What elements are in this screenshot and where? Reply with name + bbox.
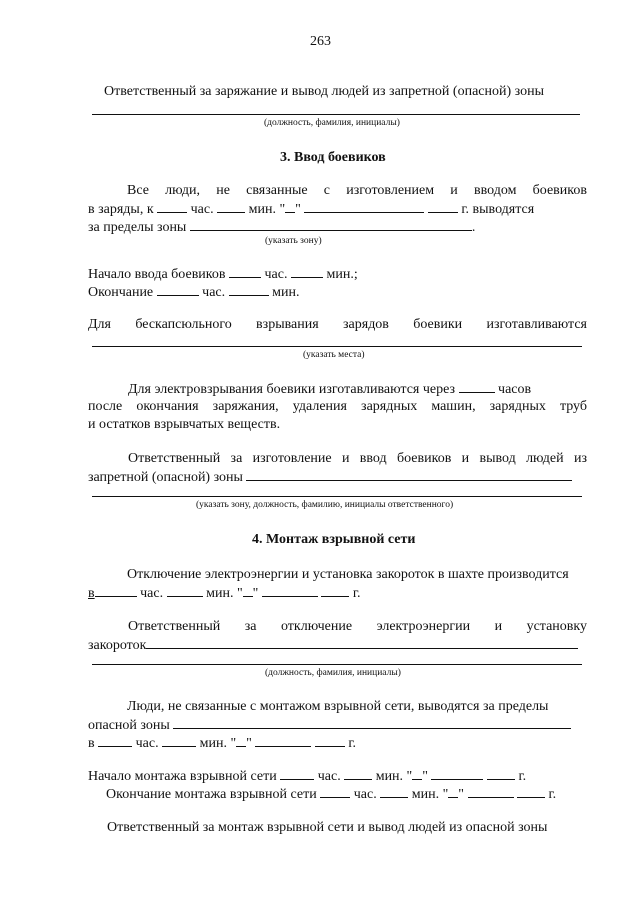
- s4-start-line: [88, 767, 526, 785]
- s4-end-hour-field[interactable]: [320, 785, 350, 798]
- s4-off-line1: Отключение электроэнергии и установка закороток в шахте производится: [127, 567, 569, 582]
- s3-text-to: в заряды, к: [88, 202, 154, 217]
- s4-start-hour-field[interactable]: [280, 767, 314, 780]
- s4-start-day-field[interactable]: [412, 767, 422, 780]
- s4-start-hour-label: час.: [317, 769, 341, 784]
- s3-start-line: [88, 265, 358, 283]
- s4-off-min-label: мин. ": [206, 586, 243, 601]
- s4-end-quote: ": [458, 787, 464, 802]
- s3-year-field[interactable]: [428, 200, 458, 213]
- s3-start-label: Начало ввода боевиков: [88, 267, 226, 282]
- s3-text-beyond: за пределы зоны: [88, 220, 187, 235]
- s3-end-hour-field[interactable]: [157, 283, 199, 296]
- s3-resp-zone-label: запретной (опасной) зоны: [88, 470, 243, 485]
- s4-off-month-field[interactable]: [262, 584, 318, 597]
- s3-start-min-field[interactable]: [291, 265, 323, 278]
- s3-zone-field[interactable]: [190, 218, 472, 231]
- s3-start-hour-field[interactable]: [229, 265, 261, 278]
- s3-text-period: .: [471, 220, 476, 235]
- s3-electro-line3: и остатков взрывчатых веществ.: [88, 417, 281, 432]
- s4-people-line2: [88, 716, 571, 734]
- s4-off-min-field[interactable]: [167, 584, 203, 597]
- s3-end-line: [88, 283, 299, 301]
- s4-end-month-field[interactable]: [468, 785, 514, 798]
- s4-people-quote: ": [246, 736, 252, 751]
- resp-charging-line[interactable]: [92, 114, 580, 115]
- s4-people-min-field[interactable]: [162, 734, 196, 747]
- s3-start-hour-label: час.: [264, 267, 288, 282]
- s4-resp-off-line2: [88, 636, 578, 654]
- s4-resp-off-line[interactable]: [92, 664, 582, 665]
- s3-end-min-field[interactable]: [229, 283, 269, 296]
- s3-start-min-label: мин.;: [326, 267, 358, 282]
- s4-people-zone-label: опасной зоны: [88, 718, 170, 733]
- s3-min-field[interactable]: [217, 200, 245, 213]
- resp-charging-caption: (должность, фамилия, инициалы): [264, 118, 400, 128]
- s4-end-min-field[interactable]: [380, 785, 408, 798]
- s3-end-min-label: мин.: [272, 285, 300, 300]
- s4-off-line2: [88, 584, 361, 602]
- s4-off-hour-label: час.: [140, 586, 164, 601]
- s3-p1-line3: [88, 218, 475, 236]
- page-number: 263: [310, 34, 331, 49]
- s3-resp-line2: [88, 468, 572, 486]
- s3-text-min: мин. ": [248, 202, 286, 217]
- s3-zone-caption: (указать зону): [265, 236, 322, 246]
- s4-people-month-field[interactable]: [255, 734, 311, 747]
- resp-charging-text: Ответственный за заряжание и вывод людей из запретной (опасной) зоны: [104, 84, 545, 99]
- s4-off-year-label: г.: [352, 586, 361, 601]
- s4-people-year-field[interactable]: [315, 734, 345, 747]
- s3-places-caption: (указать места): [303, 350, 365, 360]
- s4-people-text-in: в: [88, 736, 95, 751]
- s3-resp-zone-field[interactable]: [246, 468, 572, 481]
- s4-people-hour-field[interactable]: [98, 734, 132, 747]
- s3-end-hour-label: час.: [202, 285, 226, 300]
- s3-day-field[interactable]: [285, 200, 295, 213]
- s3-resp-caption: (указать зону, должность, фамилию, инициалы ответственного): [196, 500, 454, 510]
- s4-off-day-field[interactable]: [243, 584, 253, 597]
- s3-capless-text: Для бескапсюльного взрывания зарядов боевики изготавливаются: [88, 317, 587, 332]
- s4-people-min-label: мин. ": [199, 736, 237, 751]
- s3-electro-line2: после окончания заряжания, удаления зарядных машин, зарядных труб: [88, 399, 587, 414]
- s4-resp-off-line1: Ответственный за отключение электроэнергии и установку: [128, 619, 587, 634]
- s3-electro-text: Для электровзрывания боевики изготавливаются через: [128, 382, 456, 397]
- s4-end-line: [106, 785, 556, 803]
- s3-p1-line2: [88, 200, 534, 218]
- s4-people-year-label: г.: [348, 736, 357, 751]
- s3-electro-hours-field[interactable]: [459, 380, 495, 393]
- s4-off-quote: ": [252, 586, 259, 601]
- s4-resp-final: Ответственный за монтаж взрывной сети и вывод людей из опасной зоны: [107, 820, 548, 835]
- s3-resp-line[interactable]: [92, 496, 582, 497]
- s4-resp-off-label: закороток: [88, 638, 147, 653]
- s4-end-min-label: мин. ": [411, 787, 449, 802]
- s3-text-year-evac: г. выводятся: [461, 202, 535, 217]
- s4-start-month-field[interactable]: [431, 767, 483, 780]
- s4-end-hour-label: час.: [353, 787, 377, 802]
- s4-people-zone-field[interactable]: [173, 716, 571, 729]
- s3-places-line[interactable]: [92, 346, 582, 347]
- s3-end-label: Окончание: [88, 285, 154, 300]
- s4-off-year-field[interactable]: [321, 584, 349, 597]
- s4-start-min-field[interactable]: [344, 767, 372, 780]
- s3-electro-hours-label: часов: [498, 382, 532, 397]
- s4-off-hour-field[interactable]: [95, 584, 137, 597]
- s3-resp-line1: Ответственный за изготовление и ввод боевиков и вывод людей из: [128, 451, 587, 466]
- s3-p1-line1: Все люди, не связанные с изготовлением и вводом боевиков: [127, 183, 587, 198]
- s3-electro-line1: [128, 380, 531, 398]
- s4-resp-off-field[interactable]: [146, 636, 578, 649]
- s4-start-min-label: мин. ": [375, 769, 413, 784]
- s4-people-hour-label: час.: [135, 736, 159, 751]
- section4-title: 4. Монтаж взрывной сети: [252, 532, 416, 547]
- s4-start-year-field[interactable]: [487, 767, 515, 780]
- s4-resp-off-caption: (должность, фамилия, инициалы): [265, 668, 401, 678]
- s3-text-quote: ": [295, 202, 301, 217]
- s4-end-label: Окончание монтажа взрывной сети: [106, 787, 317, 802]
- s4-people-line3: [88, 734, 356, 752]
- s4-end-year-label: г.: [548, 787, 557, 802]
- s4-end-day-field[interactable]: [448, 785, 458, 798]
- s4-start-quote: ": [422, 769, 428, 784]
- s3-month-field[interactable]: [304, 200, 424, 213]
- section3-title: 3. Ввод боевиков: [280, 150, 386, 165]
- s3-hour-field[interactable]: [157, 200, 187, 213]
- s3-text-hour: час.: [190, 202, 214, 217]
- s4-start-year-label: г.: [518, 769, 527, 784]
- s4-end-year-field[interactable]: [517, 785, 545, 798]
- s4-off-text-in: в: [88, 586, 95, 601]
- s4-start-label: Начало монтажа взрывной сети: [88, 769, 277, 784]
- s4-people-line1: Люди, не связанные с монтажом взрывной сети, выводятся за пределы: [127, 699, 549, 714]
- s4-people-day-field[interactable]: [236, 734, 246, 747]
